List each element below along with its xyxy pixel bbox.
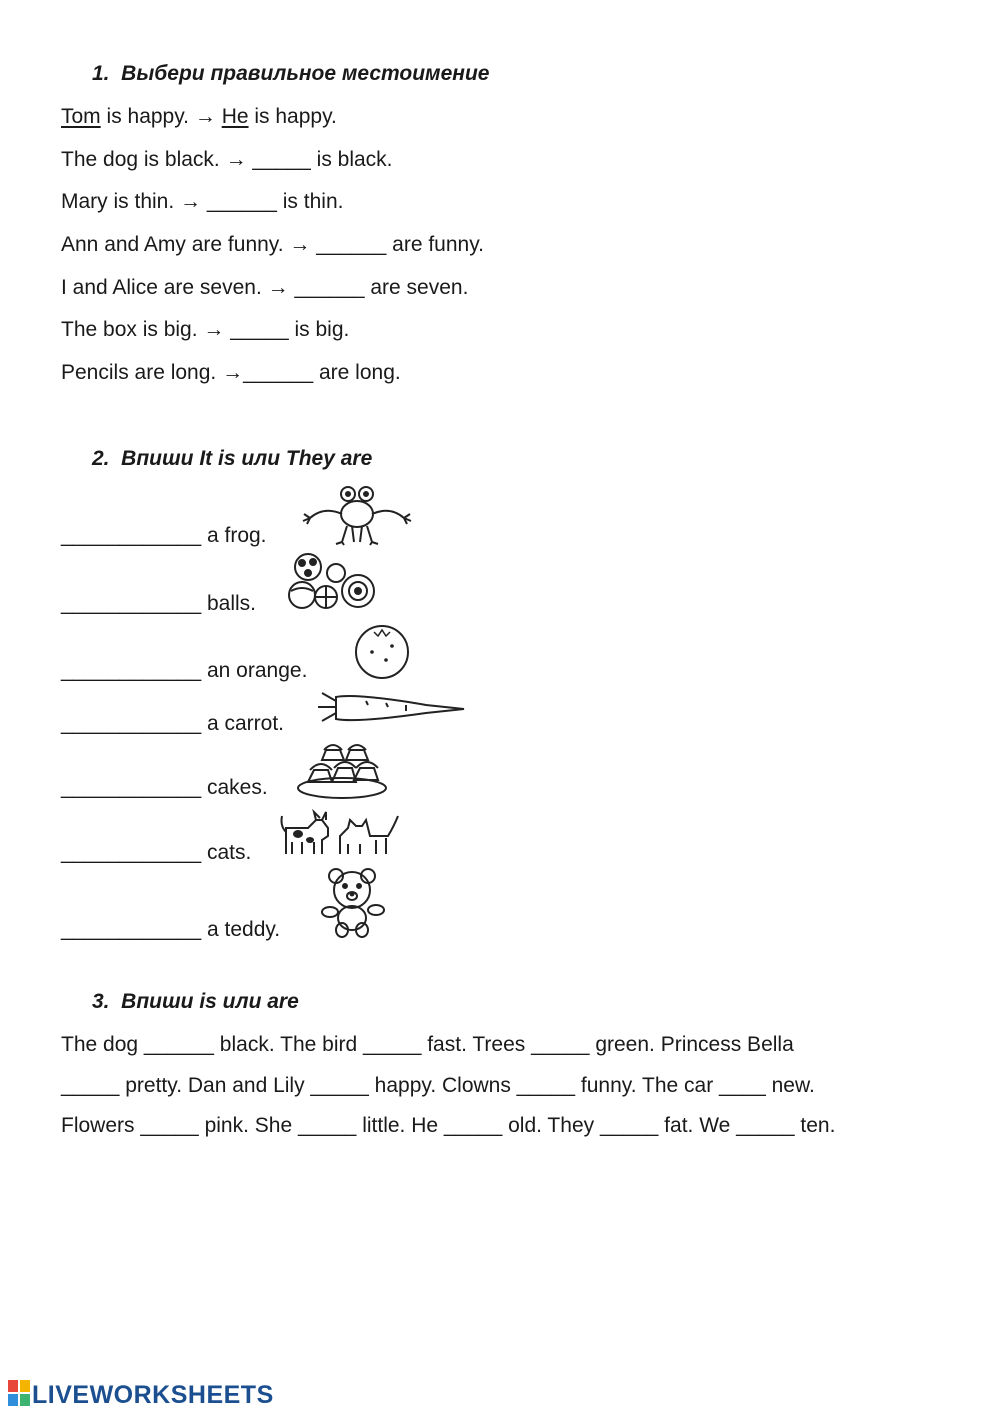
section3-heading: 3. Впиши is или are bbox=[92, 990, 299, 1013]
section2-item[interactable]: ____________ cats. bbox=[61, 841, 252, 864]
balls-icon bbox=[286, 551, 378, 613]
section2-item[interactable]: ____________ cakes. bbox=[61, 776, 268, 799]
section3-line[interactable]: The dog ______ black. The bird _____ fast. Trees _____ green. Princess Bella bbox=[61, 1033, 794, 1056]
cakes-icon bbox=[294, 742, 390, 800]
teddy-icon bbox=[318, 868, 390, 938]
section1-item[interactable]: The box is big. → _____ is big. bbox=[61, 318, 350, 341]
section2-item[interactable]: ____________ a carrot. bbox=[61, 712, 285, 735]
frog-icon bbox=[302, 484, 412, 546]
section1-heading: 1. Выбери правильное местоимение bbox=[92, 62, 490, 85]
section1-item[interactable]: I and Alice are seven. → ______ are seven. bbox=[61, 276, 469, 299]
example-pronoun: He bbox=[221, 105, 249, 128]
section3-line[interactable]: _____ pretty. Dan and Lily _____ happy. Clowns _____ funny. The car ____ new. bbox=[61, 1074, 815, 1097]
section1-item[interactable]: Mary is thin. → ______ is thin. bbox=[61, 190, 344, 213]
liveworksheets-logo[interactable] bbox=[8, 1380, 274, 1411]
section2-item[interactable]: ____________ a teddy. bbox=[61, 918, 281, 941]
example-subject: Tom bbox=[61, 105, 101, 128]
logo-text: LIVEWORKSHEETS bbox=[32, 1381, 274, 1409]
section1-item[interactable]: The dog is black. → _____ is black. bbox=[61, 148, 393, 171]
cats-icon bbox=[278, 806, 402, 862]
orange-icon bbox=[352, 622, 412, 680]
section2-item[interactable]: ____________ an orange. bbox=[61, 659, 308, 682]
section2-item[interactable]: ____________ balls. bbox=[61, 592, 257, 615]
example-end: is happy. bbox=[248, 105, 337, 128]
section1-item[interactable]: Ann and Amy are funny. → ______ are funny. bbox=[61, 233, 484, 256]
example-middle: is happy. → bbox=[100, 105, 222, 128]
liveworksheets-logo-icon bbox=[8, 1380, 30, 1411]
section1-example bbox=[61, 105, 337, 129]
section3-line[interactable]: Flowers _____ pink. She _____ little. He _____ old. They _____ fat. We _____ ten. bbox=[61, 1114, 836, 1137]
carrot-icon bbox=[316, 689, 466, 725]
section2-item[interactable]: ____________ a frog. bbox=[61, 524, 267, 547]
section2-heading: 2. Впиши It is или They are bbox=[92, 447, 373, 470]
section1-item[interactable]: Pencils are long. →______ are long. bbox=[61, 361, 401, 384]
